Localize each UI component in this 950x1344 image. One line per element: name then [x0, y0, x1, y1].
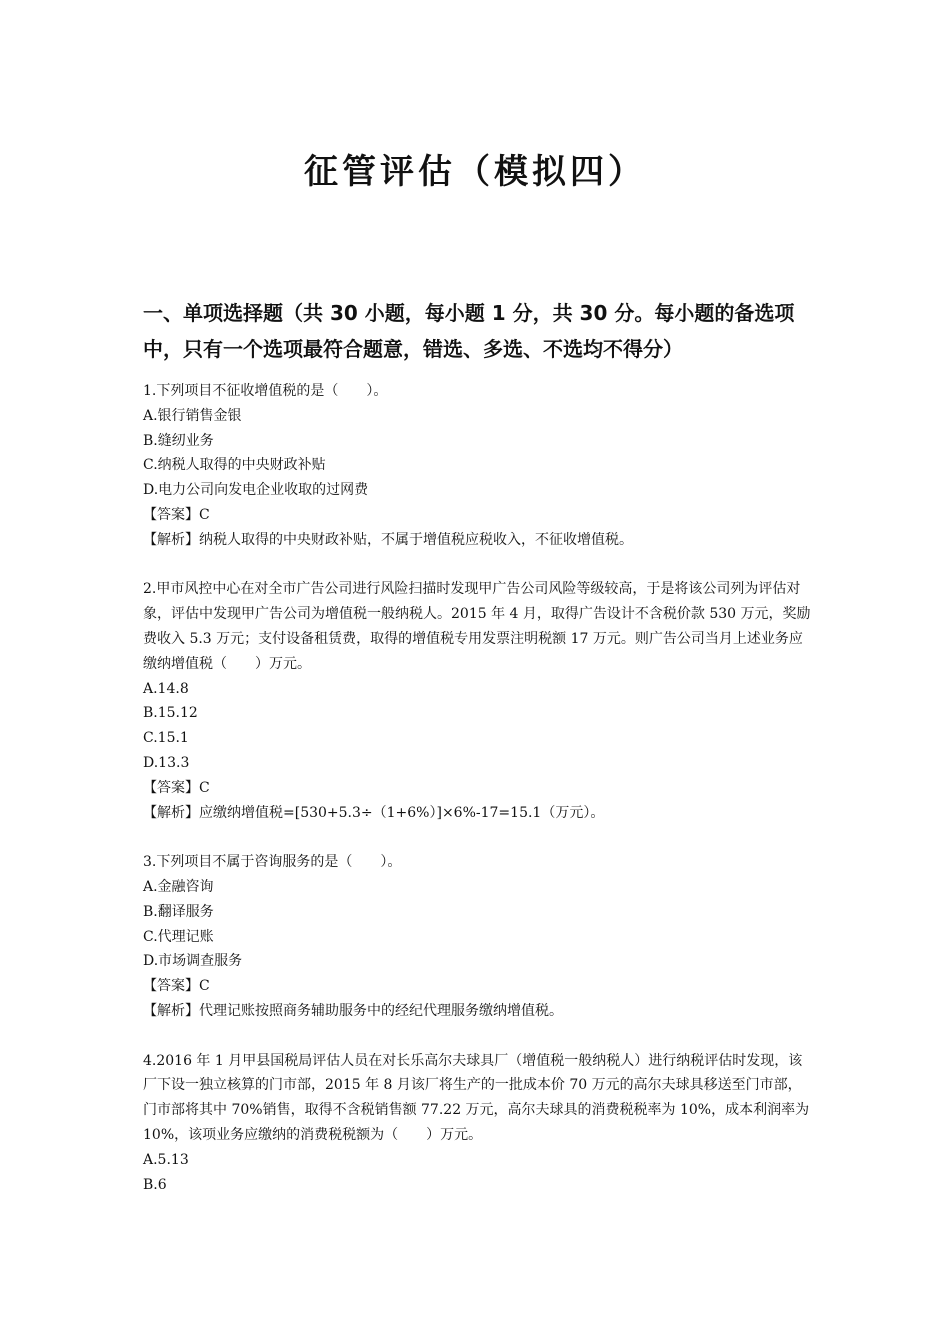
question-2	[143, 577, 813, 825]
option-b: B.缝纫业务	[143, 432, 214, 449]
option-a: A.5.13	[143, 1151, 189, 1168]
page-title: 征管评估（模拟四）	[304, 152, 646, 192]
option-d: D.市场调查服务	[143, 953, 243, 970]
option-b: B.6	[143, 1176, 167, 1193]
option-b: B.翻译服务	[143, 903, 214, 920]
question-stem: 3.下列项目不属于咨询服务的是（ ）。	[143, 854, 402, 871]
option-a: A.金融咨询	[143, 878, 214, 895]
option-d: D.13.3	[143, 754, 190, 771]
section-heading: 一、单项选择题（共 30 小题，每小题 1 分，共 30 分。每小题的备选项中，只有一个选项最符合题意，错选、多选、不选均不得分）	[143, 301, 795, 361]
analysis: 【解析】应缴纳增值税=[530+5.3÷（1+6%）]×6%-17=15.1（万元）。	[143, 804, 605, 821]
analysis: 【解析】代理记账按照商务辅助服务中的经纪代理服务缴纳增值税。	[143, 1002, 563, 1019]
question-stem: 2.甲市风控中心在对全市广告公司进行风险扫描时发现甲广告公司风险等级较高，于是将该公司列为评估对象，评估中发现甲广告公司为增值税一般纳税人。2015 年 4 月，取得广告设计不含税价款 530 万元，奖励费收入 5.3 万元；支付设备租赁费，取得的增值税专用发票注明税额 17 万元。则广告公司当月上述业务应缴纳增值税（ ）万元。	[143, 581, 811, 672]
analysis: 【解析】纳税人取得的中央财政补贴，不属于增值税应税收入，不征收增值税。	[143, 531, 633, 548]
question-1	[143, 379, 813, 553]
question-list	[143, 379, 813, 1222]
question-stem: 1.下列项目不征收增值税的是（ ）。	[143, 383, 388, 399]
option-a: A.14.8	[143, 680, 189, 697]
question-3	[143, 850, 813, 1024]
option-a: A.银行销售金银	[143, 407, 242, 424]
option-c: C.代理记账	[143, 928, 214, 945]
answer: 【答案】C	[143, 506, 210, 523]
option-d: D.电力公司向发电企业收取的过网费	[143, 482, 369, 499]
option-c: C.15.1	[143, 730, 189, 747]
option-b: B.15.12	[143, 705, 198, 722]
question-4	[143, 1049, 813, 1198]
answer: 【答案】C	[143, 779, 210, 796]
question-stem: 4.2016 年 1 月甲县国税局评估人员在对长乐高尔夫球具厂（增值税一般纳税人）进行纳税评估时发现，该厂下设一独立核算的门市部，2015 年 8 月该厂将生产的一批成本价 70 万元的高尔夫球具移送至门市部，门市部将其中 70%销售，取得不含税销售额 77.22 万元，高尔夫球具的消费税税率为 10%，成本利润率为 10%，该项业务应缴纳的消费税税额为（ ）万元。	[143, 1052, 814, 1143]
answer: 【答案】C	[143, 978, 210, 995]
option-c: C.纳税人取得的中央财政补贴	[143, 457, 326, 474]
